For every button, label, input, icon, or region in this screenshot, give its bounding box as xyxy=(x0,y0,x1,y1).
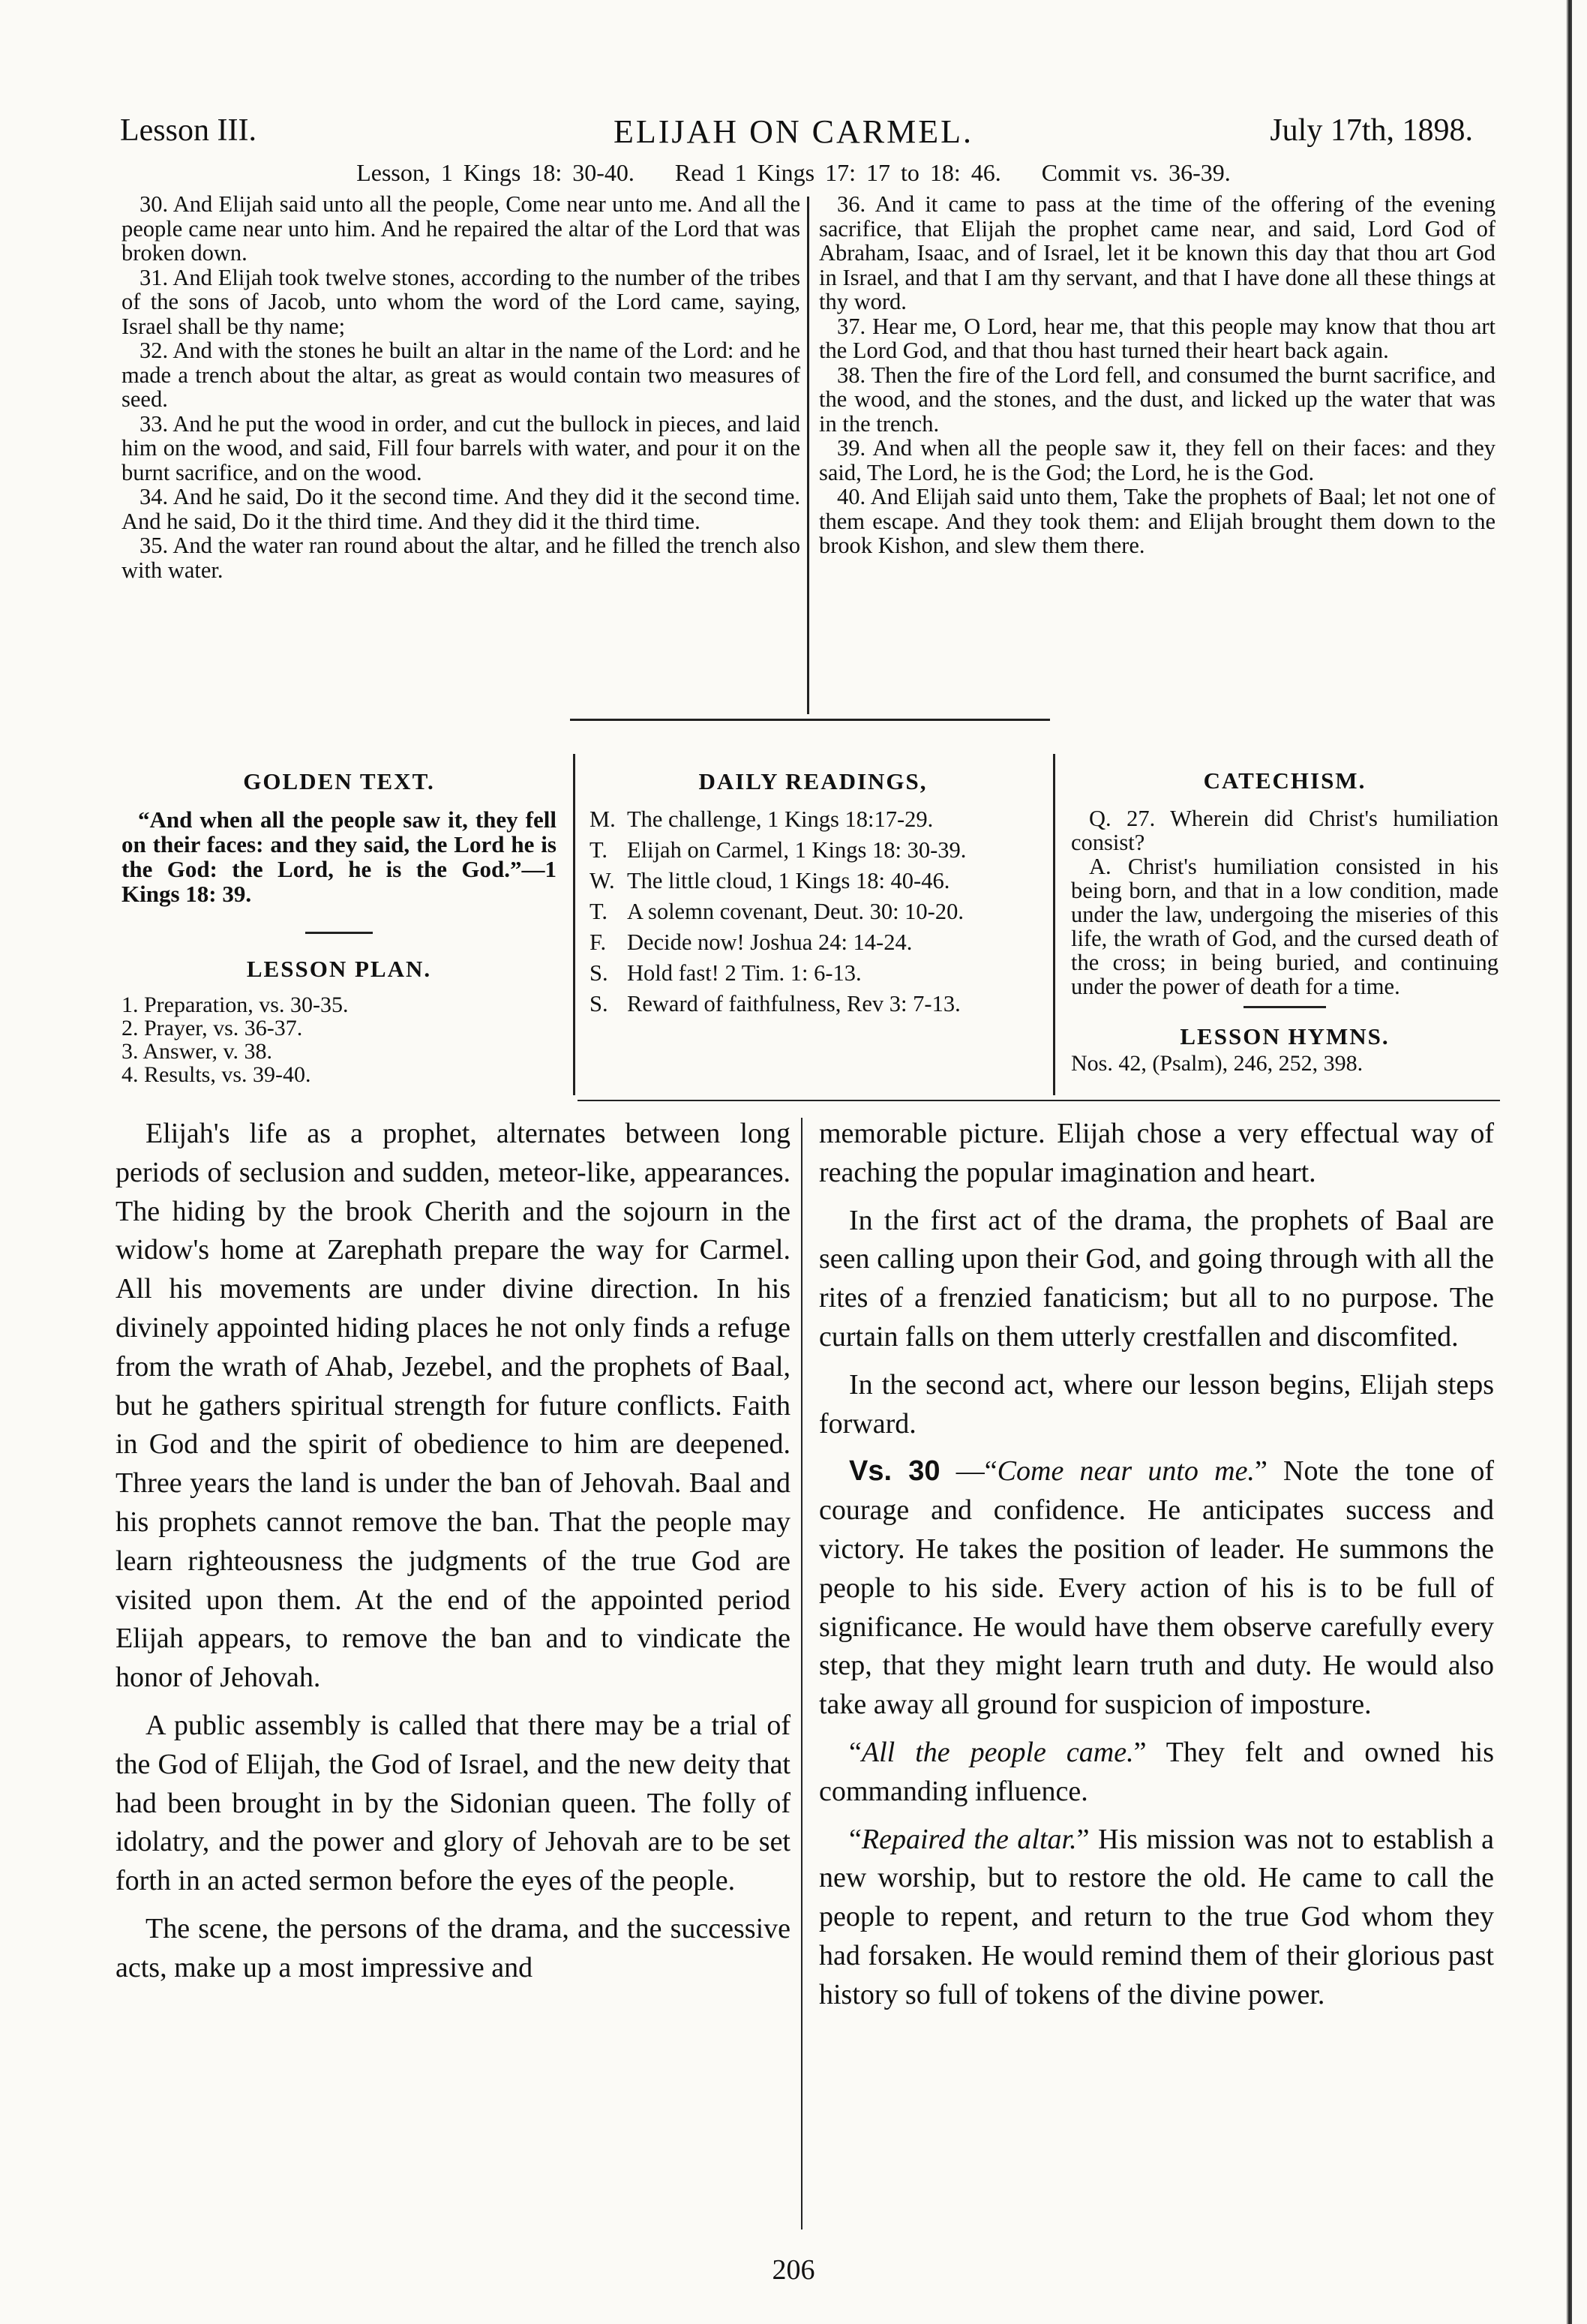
daily-readings-box xyxy=(590,769,1036,1022)
verse-label: Vs. 30 xyxy=(849,1455,940,1488)
reading-text: Decide now! Joshua 24: 14-24. xyxy=(627,929,913,955)
verse-30: 30. And Elijah said unto all the people, Come near unto me. And all the people came near unto him. And he repaired the altar of the Lord that was broken down. xyxy=(122,191,800,266)
reading-day: S. xyxy=(590,991,608,1016)
reading-day: W. xyxy=(590,868,615,893)
commentary-right-column xyxy=(819,1115,1494,2024)
lesson-ref: Lesson, 1 Kings 18: 30-40. xyxy=(356,159,634,186)
lesson-number: Lesson III. xyxy=(120,113,256,148)
lesson-plan-item: 1. Preparation, vs. 30-35. xyxy=(122,992,349,1017)
commentary-paragraph: Elijah's life as a prophet, alternates between long periods of seclusion and sudden, meteor-like, appearances. The hiding by the brook Cherith and the sojourn in the widow's home at Zarephath prepare the way for Carmel. All his movements are under divine direction. In his divinely appointed hiding places he not only finds a refuge from the wrath of Ahab, Jezebel, and the prophets of Baal, but he gathers spiritual strength for future conflicts. Faith in God and the spirit of obedience to him are deepened. Three years the land is under the ban of Jehovah. Baal and his prophets cannot remove the ban. That the people may learn righteousness the judgments of the true God are visited upon them. At the end of the appointed period Elijah appears, to remove the ban and to vindicate the honor of Jehovah. xyxy=(116,1118,790,1694)
commentary-paragraph: A public assembly is called that there may be a trial of the God of Elijah, the God of Israel, and the new deity that had been brought in by the Sidonian queen. The folly of idolatry, and the power and glory of Jehovah are to be set forth in an acted sermon before the eyes of the people. xyxy=(116,1709,790,1897)
reading-day: T. xyxy=(590,837,608,863)
verse-36: 36. And it came to pass at the time of the offering of the evening sacrifice, that Elijah the prophet came near, and said, Lord God of Abraham, Isaac, and of Israel, let it be known this day that thou art God in Israel, and that I am thy servant, and that I have done all these things at thy word. xyxy=(819,191,1496,314)
commentary-paragraph: In the first act of the drama, the prophets of Baal are seen calling upon their God, and going through with all the rites of a frenzied fanaticism; but all to no purpose. The curtain falls on them utterly crestfallen and discomfited. xyxy=(819,1204,1494,1353)
note-text: They felt and owned his commanding influence. xyxy=(819,1736,1495,1807)
reading-text: Elijah on Carmel, 1 Kings 18: 30-39. xyxy=(627,837,967,863)
box-divider-left xyxy=(573,754,575,1095)
lesson-hymns-text: Nos. 42, (Psalm), 246, 252, 398. xyxy=(1071,1051,1364,1076)
verse-quote: Come near unto me. xyxy=(997,1455,1255,1488)
daily-readings-list xyxy=(590,807,1036,1016)
read-ref: Read 1 Kings 17: 17 to 18: 46. xyxy=(674,159,1001,186)
golden-text: “And when all the people saw it, they fell on their faces: and they said, the Lord he is the God: the Lord, he is the God.”—1 Kings 18: 39. xyxy=(122,806,556,907)
commentary-paragraph: In the second act, where our lesson begins, Elijah steps forward. xyxy=(819,1368,1494,1440)
note-quote: All the people came. xyxy=(861,1736,1134,1768)
catechism-box xyxy=(1071,769,1498,1076)
verse-35: 35. And the water ran round about the altar, and he filled the trench also with water. xyxy=(122,533,800,583)
daily-reading-item xyxy=(590,869,1036,893)
golden-text-box xyxy=(122,769,556,1086)
verse-note: Note the tone of courage and confidence. He anticipates success and victory. He takes the position of leader. He summons the people to his side. Every action of his is to be full of significance. He would have them observe carefully every step, that they might learn truth and duty. He would also take away all ground for suspicion of imposture. xyxy=(819,1455,1494,1721)
daily-reading-item xyxy=(590,930,1036,955)
verse-34: 34. And he said, Do it the second time. And they did it the second time. And he said, Do it the third time. And they did it the third time. xyxy=(122,484,800,534)
lesson-plan-item: 2. Prayer, vs. 36-37. xyxy=(122,1016,303,1040)
commentary-paragraph: The scene, the persons of the drama, and the successive acts, make up a most impressive and xyxy=(116,1912,790,1983)
scripture-bottom-rule xyxy=(570,719,1050,721)
verse-33: 33. And he put the wood in order, and cut the bullock in pieces, and laid him on the wood, and said, Fill four barrels with water, and pour it on the burnt sacrifice, and on the wood. xyxy=(122,410,800,485)
lesson-references xyxy=(0,159,1587,187)
page-number: 206 xyxy=(772,2254,815,2286)
daily-reading-item xyxy=(590,992,1036,1016)
commit-ref: Commit vs. 36-39. xyxy=(1041,159,1231,186)
commentary-paragraph: memorable picture. Elijah chose a very effectual way of reaching the popular imagination and heart. xyxy=(819,1118,1494,1188)
lesson-hymns-title: LESSON HYMNS. xyxy=(1180,1023,1390,1049)
daily-reading-item xyxy=(590,807,1036,832)
scripture-left-column xyxy=(122,192,800,582)
reading-day: F. xyxy=(590,929,607,955)
catechism-answer: A. Christ's humiliation consisted in his being born, and that in a low condition, made under the law, undergoing the miseries of this life, the wrath of God, and the cursed death of the cross; in being buried, and continuing under the power of death for a time. xyxy=(1071,854,1498,999)
catechism-rule xyxy=(1244,1006,1326,1008)
commentary-note: “All the people came.” They felt and owned his commanding influence. xyxy=(819,1736,1495,1807)
reading-text: The challenge, 1 Kings 18:17-29. xyxy=(627,806,934,832)
lesson-plan-item: 4. Results, vs. 39-40. xyxy=(122,1062,311,1087)
daily-reading-item xyxy=(590,838,1036,863)
daily-readings-title: DAILY READINGS, xyxy=(698,768,928,794)
boxes-bottom-rule xyxy=(578,1100,1500,1101)
daily-reading-item xyxy=(590,899,1036,924)
scripture-right-column xyxy=(819,192,1496,558)
scripture-column-divider xyxy=(807,197,809,714)
commentary-note: “Repaired the altar.” His mission was not to establish a new worship, but to restore the old. He came to call the people to repent, and return to the true God whom they had forsaken. He would remind them of their glorious past history so full of tokens of the divine power. xyxy=(819,1823,1494,2010)
commentary-vs30: Vs. 30 —“Come near unto me.” Note the tone of courage and confidence. He anticipates success and victory. He takes the position of leader. He summons the people to his side. Every action of his is to be full of significance. He would have them observe carefully every step, that they might learn truth and duty. He would also take away all ground for suspicion of imposture. xyxy=(819,1455,1494,1721)
note-text: His mission was not to establish a new worship, but to restore the old. He came to call the people to repent, and return to the true God whom they had forsaken. He would remind them of their glorious past history so full of tokens of the divine power. xyxy=(819,1823,1494,2010)
lesson-plan-title: LESSON PLAN. xyxy=(246,956,432,982)
golden-text-title: GOLDEN TEXT. xyxy=(243,768,435,794)
verse-38: 38. Then the fire of the Lord fell, and consumed the burnt sacrifice, and the wood, and the stones, and the dust, and licked up the water that was in the trench. xyxy=(819,362,1496,437)
lesson-date: July 17th, 1898. xyxy=(1270,113,1473,148)
reading-day: T. xyxy=(590,899,608,924)
reading-day: M. xyxy=(590,806,616,832)
lesson-plan-item: 3. Answer, v. 38. xyxy=(122,1039,273,1064)
reading-day: S. xyxy=(590,960,608,986)
note-quote: Repaired the altar. xyxy=(861,1823,1077,1855)
reading-text: The little cloud, 1 Kings 18: 40-46. xyxy=(627,868,950,893)
box-divider-right xyxy=(1053,754,1055,1095)
lesson-plan-list xyxy=(122,993,556,1086)
catechism-question: Q. 27. Wherein did Christ's humiliation consist? xyxy=(1071,806,1498,855)
binding-edge xyxy=(1566,0,1572,2324)
commentary-column-divider xyxy=(801,1118,802,2229)
verse-32: 32. And with the stones he built an altar in the name of the Lord: and he made a trench about the altar, as great as would contain two measures of seed. xyxy=(122,338,800,412)
verse-40: 40. And Elijah said unto them, Take the prophets of Baal; let not one of them escape. And they took them: and Elijah brought them down to the brook Kishon, and slew them there. xyxy=(819,484,1496,558)
catechism-title: CATECHISM. xyxy=(1203,767,1366,794)
reading-text: Hold fast! 2 Tim. 1: 6-13. xyxy=(627,960,862,986)
commentary-left-column xyxy=(116,1115,790,1997)
golden-text-rule xyxy=(305,932,373,934)
verse-37: 37. Hear me, O Lord, hear me, that this people may know that thou art the Lord God, and that thou hast turned their heart back again. xyxy=(819,313,1496,363)
reading-text: A solemn covenant, Deut. 30: 10-20. xyxy=(627,899,964,924)
verse-39: 39. And when all the people saw it, they fell on their faces: and they said, The Lord, he is the God; the Lord, he is the God. xyxy=(819,435,1496,485)
page-title: ELIJAH ON CARMEL. xyxy=(614,113,974,150)
daily-reading-item xyxy=(590,961,1036,986)
verse-31: 31. And Elijah took twelve stones, according to the number of the tribes of the sons of Jacob, unto whom the word of the Lord came, saying, Israel shall be thy name; xyxy=(122,264,800,339)
reading-text: Reward of faithfulness, Rev 3: 7-13. xyxy=(627,991,961,1016)
